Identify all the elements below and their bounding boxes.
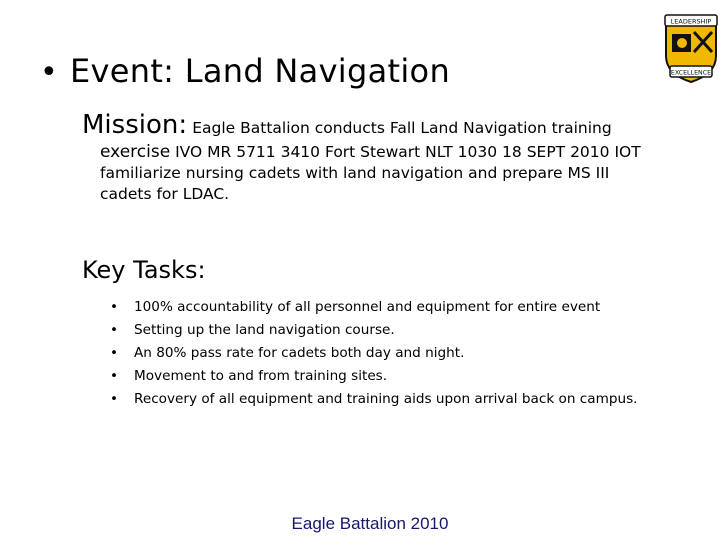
bullet-icon: • <box>110 391 119 407</box>
mission-heading: Mission: <box>82 110 188 140</box>
mission-line-2: IVO MR 5711 3410 Fort Stewart NLT 1030 18 SEPT 2010 IOT <box>175 143 641 161</box>
key-tasks-heading: Key Tasks: <box>82 256 206 284</box>
mission-line-4: cadets for LDAC. <box>100 185 230 203</box>
list-item: • An 80% pass rate for cadets both day and night. <box>110 342 637 365</box>
mission-body <box>100 142 682 205</box>
list-item: • Recovery of all equipment and training aids upon arrival back on campus. <box>110 388 637 411</box>
mission-block <box>82 110 682 205</box>
mission-exercise-word: exercise <box>100 142 171 162</box>
svg-text:LEADERSHIP: LEADERSHIP <box>670 17 712 26</box>
list-item: • Setting up the land navigation course. <box>110 319 637 342</box>
footer-text: Eagle Battalion 2010 <box>291 514 449 533</box>
bullet-icon: • <box>110 345 119 361</box>
mission-line-3: familiarize nursing cadets with land navigation and prepare MS III <box>100 164 610 182</box>
bullet-icon: • <box>110 368 119 384</box>
rotc-shield-logo <box>660 12 722 84</box>
mission-first-line: Eagle Battalion conducts Fall Land Navigation training <box>192 119 612 137</box>
key-tasks-list <box>110 296 637 411</box>
bullet-icon: • <box>110 299 119 315</box>
title-row <box>40 52 450 90</box>
bullet-icon: • <box>40 55 58 90</box>
list-item: • 100% accountability of all personnel and equipment for entire event <box>110 296 637 319</box>
slide-title: Event: Land Navigation <box>70 52 451 90</box>
bullet-icon: • <box>110 322 119 338</box>
list-item: • Movement to and from training sites. <box>110 365 637 388</box>
svg-text:EXCELLENCE: EXCELLENCE <box>670 69 712 77</box>
